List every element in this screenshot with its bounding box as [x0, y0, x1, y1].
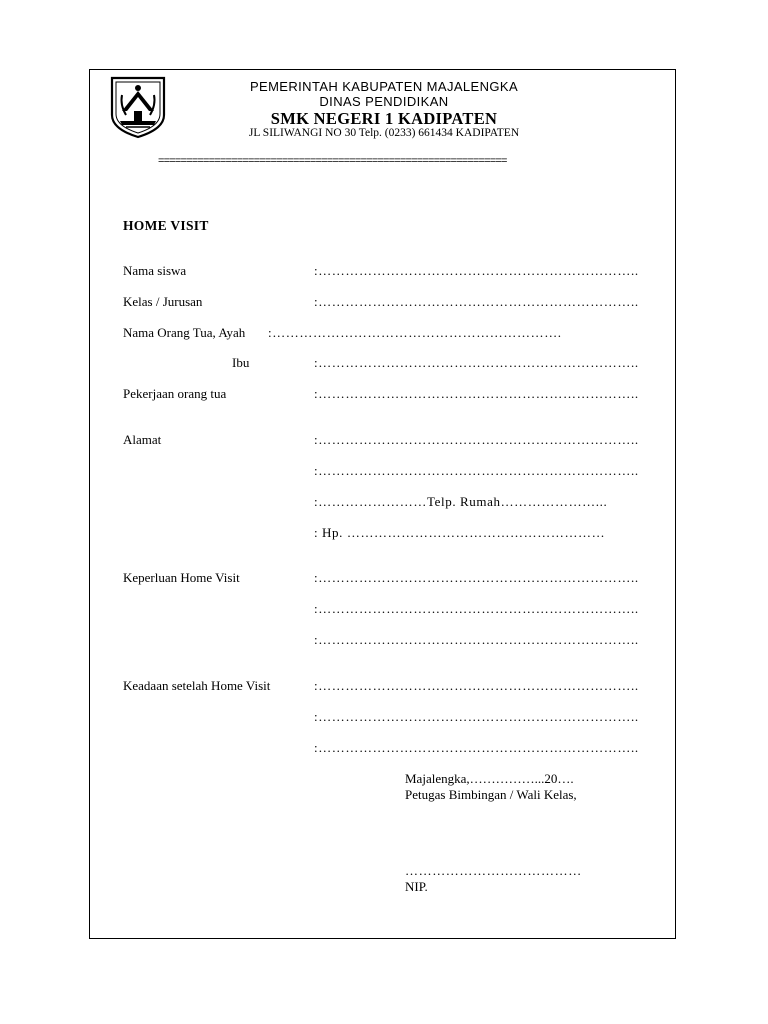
- signature-place-date: Majalengka,……………...20….: [405, 771, 574, 786]
- label-keadaan: Keadaan setelah Home Visit: [123, 678, 271, 693]
- blank-kelas-jurusan[interactable]: :……………………………………………………………..: [314, 294, 639, 309]
- blank-nama-siswa[interactable]: :……………………………………………………………..: [314, 263, 639, 278]
- blank-nama-ayah[interactable]: :……………………………………………………….: [268, 325, 562, 340]
- signature-role: Petugas Bimbingan / Wali Kelas,: [405, 787, 577, 802]
- header-separator: ==============================================================: [158, 156, 507, 167]
- blank-keadaan-3[interactable]: :……………………………………………………………..: [314, 740, 639, 755]
- blank-keadaan-1[interactable]: :……………………………………………………………..: [314, 678, 639, 693]
- label-nama-ayah: Nama Orang Tua, Ayah: [123, 325, 246, 340]
- government-line: PEMERINTAH KABUPATEN MAJALENGKA: [249, 79, 519, 94]
- blank-alamat-2[interactable]: :……………………………………………………………..: [314, 463, 639, 478]
- blank-nama-ibu[interactable]: :……………………………………………………………..: [314, 355, 639, 370]
- blank-alamat-1[interactable]: :……………………………………………………………..: [314, 432, 639, 447]
- department-line: DINAS PENDIDIKAN: [319, 94, 449, 109]
- label-ibu: Ibu: [232, 355, 250, 370]
- form-title: HOME VISIT: [123, 218, 209, 233]
- signature-line[interactable]: …………………………………: [405, 863, 582, 878]
- blank-keperluan-2[interactable]: :……………………………………………………………..: [314, 601, 639, 616]
- label-alamat: Alamat: [123, 432, 162, 447]
- label-keperluan: Keperluan Home Visit: [123, 570, 240, 585]
- blank-keadaan-2[interactable]: :……………………………………………………………..: [314, 709, 639, 724]
- signature-nip: NIP.: [405, 879, 428, 894]
- school-address: JL SILIWANGI NO 30 Telp. (0233) 661434 KADIPATEN: [248, 127, 520, 139]
- label-pekerjaan: Pekerjaan orang tua: [123, 386, 227, 401]
- label-kelas-jurusan: Kelas / Jurusan: [123, 294, 203, 309]
- label-nama-siswa: Nama siswa: [123, 263, 187, 278]
- blank-hp[interactable]: : Hp. …………………………………………………: [314, 525, 606, 540]
- blank-keperluan-3[interactable]: :……………………………………………………………..: [314, 632, 639, 647]
- blank-pekerjaan[interactable]: :……………………………………………………………..: [314, 386, 639, 401]
- blank-telp-rumah[interactable]: :……………………Telp. Rumah…………………...: [314, 494, 608, 509]
- blank-keperluan-1[interactable]: :……………………………………………………………..: [314, 570, 639, 585]
- school-name: SMK NEGERI 1 KADIPATEN: [270, 109, 498, 128]
- regency-emblem-logo: [108, 75, 168, 139]
